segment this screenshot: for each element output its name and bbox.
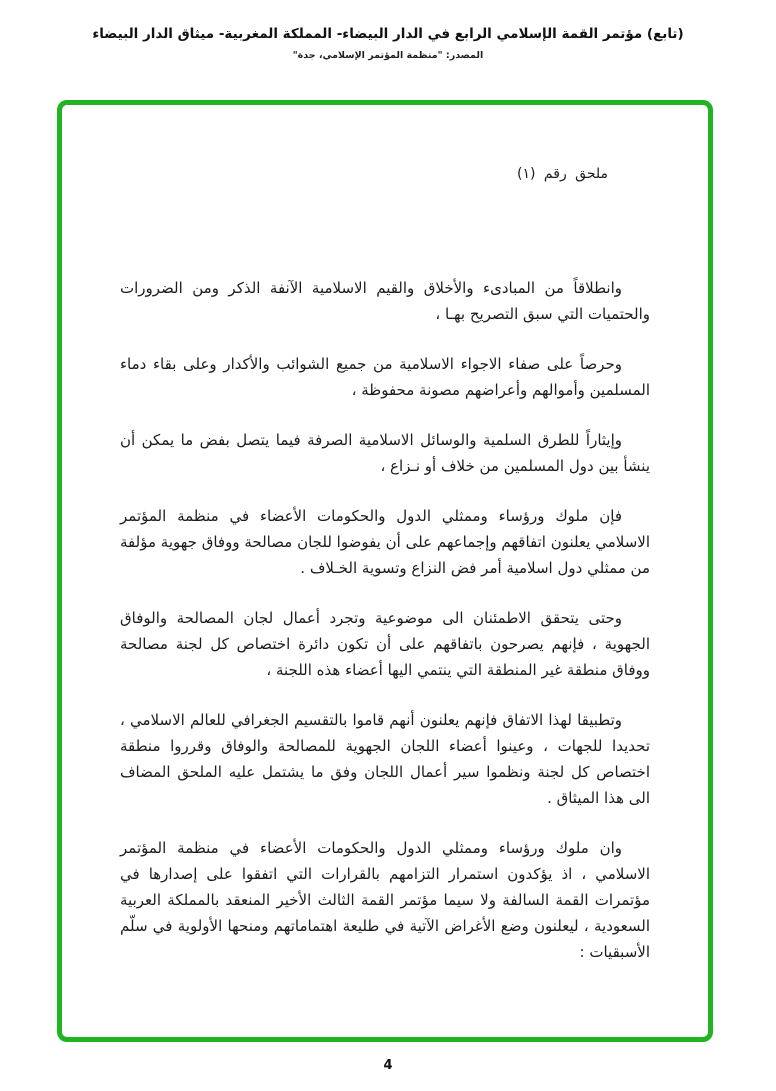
document-body: [62, 105, 708, 1009]
page-header: [0, 0, 776, 61]
document-title: (تابع) مؤتمر القمة الإسلامي الرابع في الدار البيضاء- المملكة المغربية- ميثاق الدار البيضاء: [92, 26, 684, 42]
paragraph-priorities-declaration: وان ملوك ورؤساء وممثلي الدول والحكومات الأعضاء في منظمة المؤتمر الاسلامي ، اذ يؤكدون استمرار التزامهم بالقرارات التي اتفقوا على إصدارها في مؤتمرات القمة السالفة ولا سيما مؤتمر القمة الثالث الأخير المنعقد بالمملكة العربية السعودية ، ليعلنون وضع الأغراض الآتية في طليعة اهتماماتهم ومنحها الأولوية في سلّم الأسبقيات :: [120, 839, 650, 961]
scanned-page-frame: [57, 100, 713, 1042]
paragraph-committee-jurisdiction: وحتى يتحقق الاطمئنان الى موضوعية وتجرد أعمال لجان المصالحة والوفاق الجهوية ، فإنهم يصرحون باتفاقهم على أن تكون دائرة اختصاص كل لجنة مصالحة ووفاق منطقة غير المنطقة التي ينتمي اليها أعضاء هذه اللجنة ،: [120, 609, 650, 679]
paragraph-peaceful-means: وإيثاراً للطرق السلمية والوسائل الاسلامية الصرفة فيما يتصل بفض ما يمكن أن ينشأ بين دول المسلمين من خلاف أو نـزاع ،: [120, 431, 650, 475]
paragraph-reconciliation-committees: فإن ملوك ورؤساء وممثلي الدول والحكومات الأعضاء في منظمة المؤتمر الاسلامي يعلنون اتفاقهم وإجماعهم على أن يفوضوا للجان مصالحة ووفاق جهوية مؤلفة من ممثلي دول اسلامية أمر فض النزاع وتسوية الخـلاف .: [120, 507, 650, 577]
annex-number-label: ملحق رقم (١): [517, 166, 608, 182]
document-source-line: المصدر: "منظمة المؤتمر الإسلامي، جدة": [292, 50, 484, 61]
paragraph-preamble-principles: وانطلاقاً من المبادىء والأخلاق والقيم الاسلامية الآنفة الذكر ومن الضرورات والحتميات التي سبق التصريح بهـا ،: [120, 279, 650, 323]
paragraph-geographic-division: وتطبيقا لهذا الاتفاق فإنهم يعلنون أنهم قاموا بالتقسيم الجغرافي للعالم الاسلامي ، تحديدا للجهات ، وعينوا أعضاء اللجان الجهوية للمصالحة والوفاق وقرروا منطقة اختصاص كل لجنة ونظموا سير أعمال اللجان وفق ما يشتمل عليه الملحق المضاف الى هذا الميثاق .: [120, 711, 650, 807]
paragraph-purity-of-atmosphere: وحرصاً على صفاء الاجواء الاسلامية من جميع الشوائب والأكدار وعلى بقاء دماء المسلمين وأموالهم وأعراضهم مصونة محفوظة ،: [120, 355, 650, 399]
page-number: 4: [383, 1058, 393, 1073]
